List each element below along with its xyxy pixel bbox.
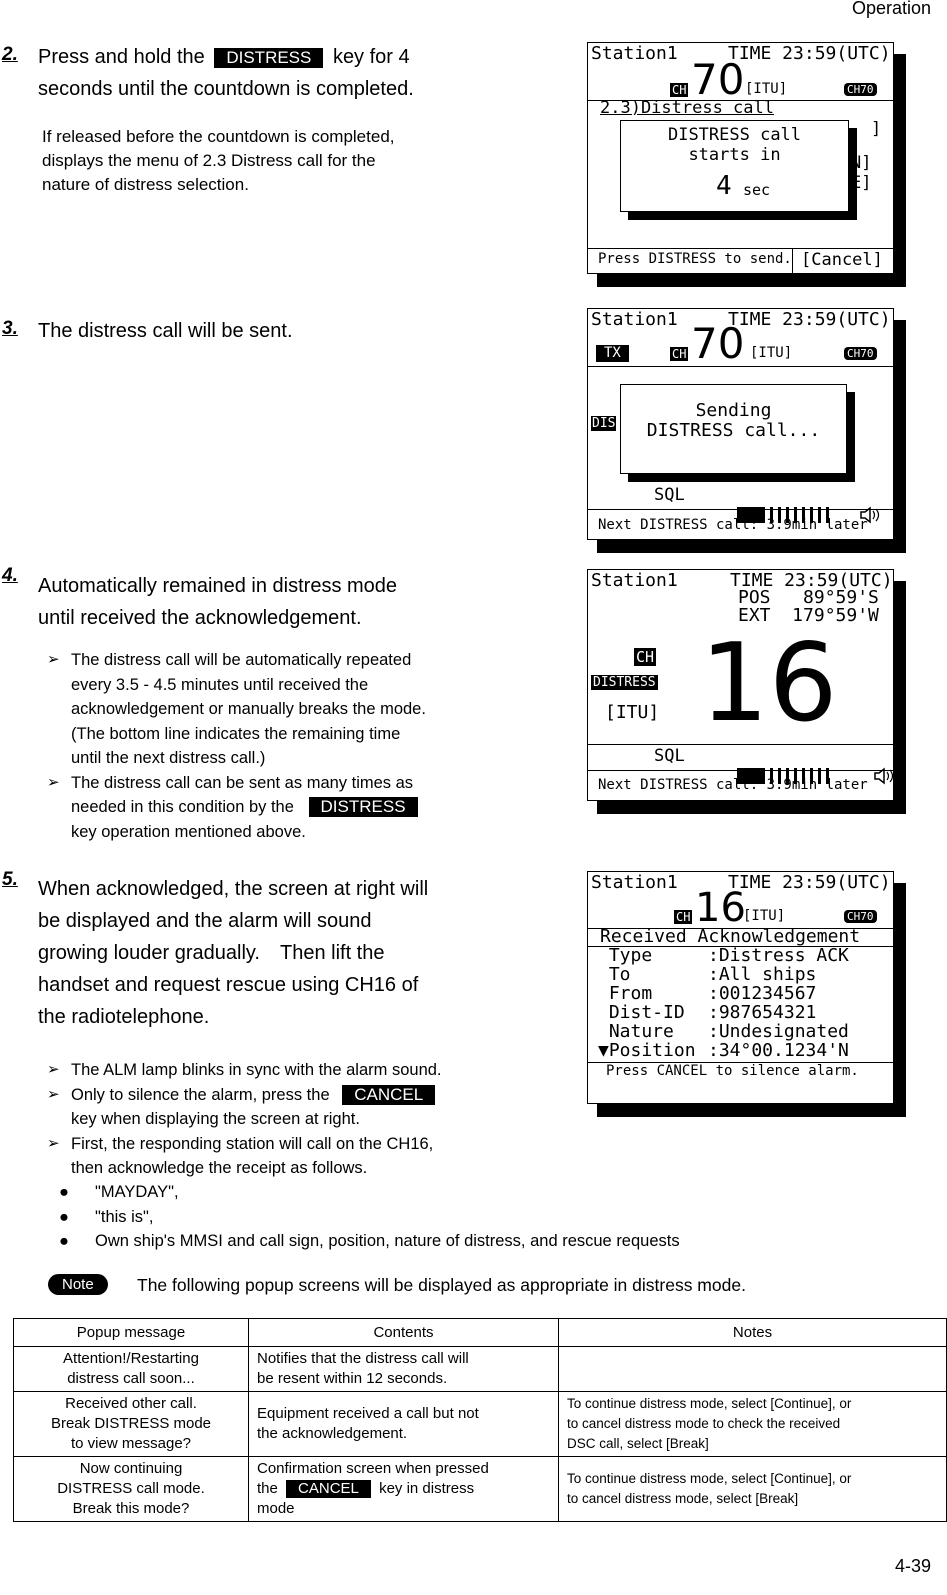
ack-field-value: :Undesignated xyxy=(708,1021,849,1042)
cell-line: Notifies that the distress call will xyxy=(257,1350,469,1367)
popup-cell xyxy=(14,1392,249,1457)
sql-level-bar xyxy=(698,487,808,505)
sub-line: acknowledgement or manually breaks the mode. xyxy=(71,700,426,718)
cell-line: be resent within 12 seconds. xyxy=(257,1370,448,1387)
step-5-text-line: be displayed and the alarm will sound xyxy=(38,910,372,932)
ack-field-value: :987654321 xyxy=(708,1002,817,1023)
contents-cell xyxy=(249,1347,559,1392)
step-5-text-line: handset and request rescue using CH16 of xyxy=(38,974,419,996)
cell-line: to cancel distress mode to check the received xyxy=(567,1416,841,1431)
ch70-badge: CH70 xyxy=(844,910,877,923)
ack-title: Received Acknowledgement xyxy=(600,926,861,947)
position-lon: EXT 179°59'W xyxy=(738,605,879,626)
table-row xyxy=(14,1457,947,1522)
step-2-number: 2. xyxy=(2,44,18,65)
bullet-dot-icon: ● xyxy=(59,1232,69,1250)
ack-field-label: ▼Position xyxy=(598,1040,696,1061)
next-call-status: Next DISTRESS call: 3.9min later xyxy=(598,517,868,533)
step-5-text-line: the radiotelephone. xyxy=(38,1006,210,1028)
ack-field-label: Nature xyxy=(598,1021,674,1042)
table-row xyxy=(14,1347,947,1392)
step-5-number: 5. xyxy=(2,869,18,890)
step-4-subitems xyxy=(47,648,547,844)
menu-title: 2.3)Distress call xyxy=(600,98,774,118)
itu-label: [ITU] xyxy=(605,702,660,723)
sub-line: First, the responding station will call on the CH16, xyxy=(71,1134,434,1153)
cell-line: Break DISTRESS mode xyxy=(50,1415,212,1432)
cell-line: DSC call, select [Break] xyxy=(567,1436,709,1451)
step-2-text-c: seconds until the countdown is completed. xyxy=(38,78,414,100)
distress-key: DISTRESS xyxy=(214,48,323,68)
ack-field-value: :All ships xyxy=(708,964,817,985)
list-item xyxy=(47,1229,927,1254)
cell-line: Received other call. xyxy=(65,1395,197,1412)
tx-indicator: TX xyxy=(596,345,629,362)
ch-label: CH xyxy=(636,648,655,666)
ack-field-value: :001234567 xyxy=(708,983,817,1004)
page-header: Operation xyxy=(851,0,931,18)
sub-line: needed in this condition by the xyxy=(71,798,294,816)
step-4-text xyxy=(38,570,397,634)
cell-line: Confirmation screen when pressed xyxy=(257,1460,489,1477)
table-header: Popup message xyxy=(14,1319,249,1347)
menu-bracket: N] xyxy=(851,153,872,173)
countdown-popup xyxy=(620,120,849,212)
table-header: Contents xyxy=(249,1319,559,1347)
arrow-bullet-icon: ➢ xyxy=(47,1085,60,1103)
cell-line: to view message? xyxy=(70,1435,192,1452)
channel-number: 70 xyxy=(691,319,745,368)
step-5-text xyxy=(38,873,428,1033)
step-3-text: The distress call will be sent. xyxy=(38,320,293,342)
cell-text: the xyxy=(257,1480,278,1497)
arrow-bullet-icon: ➢ xyxy=(47,651,60,668)
sub-line: (The bottom line indicates the remaining time xyxy=(71,724,401,743)
position-lat: POS 89°59'S xyxy=(738,587,879,608)
bullet-dot-icon: ● xyxy=(59,1207,69,1226)
distress-indicator: DISTRESS xyxy=(593,675,656,690)
step-2-note-line: nature of distress selection. xyxy=(42,175,249,194)
arrow-bullet-icon: ➢ xyxy=(47,1061,60,1078)
step-5-text-line: growing louder gradually. Then lift the xyxy=(38,942,385,964)
list-item xyxy=(47,1132,587,1181)
ch70-badge: CH70 xyxy=(844,347,877,360)
menu-bracket: ] xyxy=(871,119,882,139)
cancel-key: CANCEL xyxy=(342,1085,435,1105)
step-2-note-line: displays the menu of 2.3 Distress call for the xyxy=(42,151,376,170)
note-badge-label: Note xyxy=(48,1274,108,1295)
step-5-text-line: When acknowledged, the screen at right will xyxy=(38,878,429,900)
station-name: Station1 xyxy=(591,872,678,893)
cell-line: DISTRESS call mode. xyxy=(57,1480,205,1497)
channel-number: 16 xyxy=(700,621,838,746)
list-item xyxy=(47,648,547,771)
menu-bracket: E] xyxy=(851,173,872,193)
step-4-text-line: Automatically remained in distress mode xyxy=(38,575,398,597)
cell-line: distress call soon... xyxy=(67,1370,195,1387)
distress-indicator-partial: DIS xyxy=(592,416,616,431)
ack-field-label: Dist-ID xyxy=(598,1002,685,1023)
ch70-badge: CH70 xyxy=(844,83,877,96)
sql-label: SQL xyxy=(654,485,685,505)
popup-cell xyxy=(14,1347,249,1392)
notes-cell xyxy=(559,1347,947,1392)
table-header-row xyxy=(14,1319,947,1347)
channel-number: 70 xyxy=(691,55,745,104)
cell-line: Equipment received a call but not xyxy=(257,1405,479,1422)
step-2-text-b: key for 4 xyxy=(332,46,410,68)
notes-cell xyxy=(559,1392,947,1457)
countdown-unit: sec xyxy=(743,181,771,199)
sub-line: then acknowledge the receipt as follows. xyxy=(71,1159,368,1177)
sub-line: key operation mentioned above. xyxy=(71,822,306,841)
table-header: Notes xyxy=(559,1319,947,1347)
popup-line: starts in xyxy=(688,145,781,165)
itu-label: [ITU] xyxy=(743,908,786,924)
step-2-note-line: If released before the countdown is completed, xyxy=(42,127,395,146)
countdown-seconds: 4 xyxy=(716,171,732,201)
time-display: TIME 23:59(UTC) xyxy=(728,43,891,64)
cancel-key: CANCEL xyxy=(286,1480,371,1498)
sending-screen xyxy=(587,308,894,540)
station-name: Station1 xyxy=(591,570,678,591)
next-call-status: Next DISTRESS call: 3.9min later xyxy=(598,777,868,793)
list-item xyxy=(47,1180,927,1205)
cell-line: Break this mode? xyxy=(72,1500,190,1517)
step-2-note xyxy=(42,125,395,197)
sub-line: every 3.5 - 4.5 minutes until received the xyxy=(71,675,369,694)
bullet-dot-icon: ● xyxy=(59,1183,69,1201)
sql-level-bar xyxy=(698,748,808,766)
step-3-number: 3. xyxy=(2,318,18,339)
note-badge xyxy=(48,1274,108,1295)
table-row xyxy=(14,1392,947,1457)
step-4-text-line: until received the acknowledgement. xyxy=(38,607,362,629)
popup-line: DISTRESS call xyxy=(667,125,802,145)
arrow-bullet-icon: ➢ xyxy=(47,1134,60,1152)
cell-line: the acknowledgement. xyxy=(257,1425,408,1442)
sub-line: until the next distress call.) xyxy=(71,749,266,767)
sql-label: SQL xyxy=(654,746,685,766)
ch-label: CH xyxy=(672,83,687,97)
ack-field-label: To xyxy=(598,964,631,985)
distress-key: DISTRESS xyxy=(309,797,418,817)
sub-line: The distress call can be sent as many times as xyxy=(71,773,414,792)
notes-cell xyxy=(559,1457,947,1522)
cell-line: Attention!/Restarting xyxy=(63,1350,199,1367)
ch-label: CH xyxy=(676,910,691,924)
ack-field-value: :Distress ACK xyxy=(708,945,849,966)
time-display: TIME 23:59(UTC) xyxy=(728,309,891,330)
step-4-number: 4. xyxy=(2,565,18,586)
ack-field-value: :34°00.1234'N xyxy=(708,1040,849,1061)
channel-number: 16 xyxy=(695,885,746,931)
distress-countdown-screen xyxy=(587,42,894,274)
sub-line: key when displaying the screen at right. xyxy=(71,1110,360,1128)
step-5-subitems xyxy=(47,1058,587,1181)
ch-label: CH xyxy=(672,347,687,361)
time-display: TIME 23:59(UTC) xyxy=(728,872,891,893)
speaker-icon xyxy=(834,748,894,801)
contents-cell xyxy=(249,1457,559,1522)
list-item xyxy=(47,1083,587,1132)
ack-field-label: From xyxy=(598,983,653,1004)
note-text: The following popup screens will be displayed as appropriate in distress mode. xyxy=(137,1275,746,1295)
list-item xyxy=(47,1058,587,1083)
cell-line: Now continuing xyxy=(79,1460,183,1477)
step-2-text-a: Press and hold the xyxy=(38,46,205,68)
cell-line: To continue distress mode, select [Continue], or xyxy=(567,1396,852,1411)
station-name: Station1 xyxy=(591,309,678,330)
list-item xyxy=(47,1205,927,1230)
popup-table xyxy=(13,1318,947,1522)
sub-line: The distress call will be automatically repeated xyxy=(71,651,412,669)
cell-line: mode xyxy=(257,1500,295,1517)
cell-line: To continue distress mode, select [Continue], or xyxy=(567,1471,852,1486)
sub-line: Only to silence the alarm, press the xyxy=(71,1085,330,1104)
cell-text: key in distress xyxy=(379,1480,475,1497)
popup-cell xyxy=(14,1457,249,1522)
step-5-dot-list xyxy=(47,1180,927,1254)
page-number: 4-39 xyxy=(894,1556,931,1576)
station-name: Station1 xyxy=(591,43,678,64)
distress-mode-screen xyxy=(587,569,894,801)
cell-line: to cancel distress mode, select [Break] xyxy=(567,1491,799,1506)
screen-hint: Press CANCEL to silence alarm. xyxy=(606,1063,859,1079)
dot-text: Own ship's MMSI and call sign, position, nature of distress, and rescue requests xyxy=(95,1232,680,1250)
dot-text: "this is", xyxy=(95,1207,154,1226)
sending-popup xyxy=(620,384,847,474)
acknowledgement-screen xyxy=(587,871,894,1104)
popup-line: Sending xyxy=(695,400,772,421)
ack-field-label: Type xyxy=(598,945,653,966)
screen-hint: Press DISTRESS to send. xyxy=(598,251,792,267)
popup-line: DISTRESS call... xyxy=(646,420,821,441)
cancel-softkey[interactable]: [Cancel] xyxy=(792,248,883,274)
arrow-bullet-icon: ➢ xyxy=(47,773,60,791)
list-item xyxy=(47,771,547,845)
contents-cell xyxy=(249,1392,559,1457)
dot-text: "MAYDAY", xyxy=(95,1183,179,1201)
itu-label: [ITU] xyxy=(750,345,793,361)
time-display: TIME 23:59(UTC) xyxy=(730,570,893,591)
itu-label: [ITU] xyxy=(745,81,788,97)
sub-line: The ALM lamp blinks in sync with the alarm sound. xyxy=(71,1061,442,1079)
step-2-text xyxy=(38,41,538,105)
